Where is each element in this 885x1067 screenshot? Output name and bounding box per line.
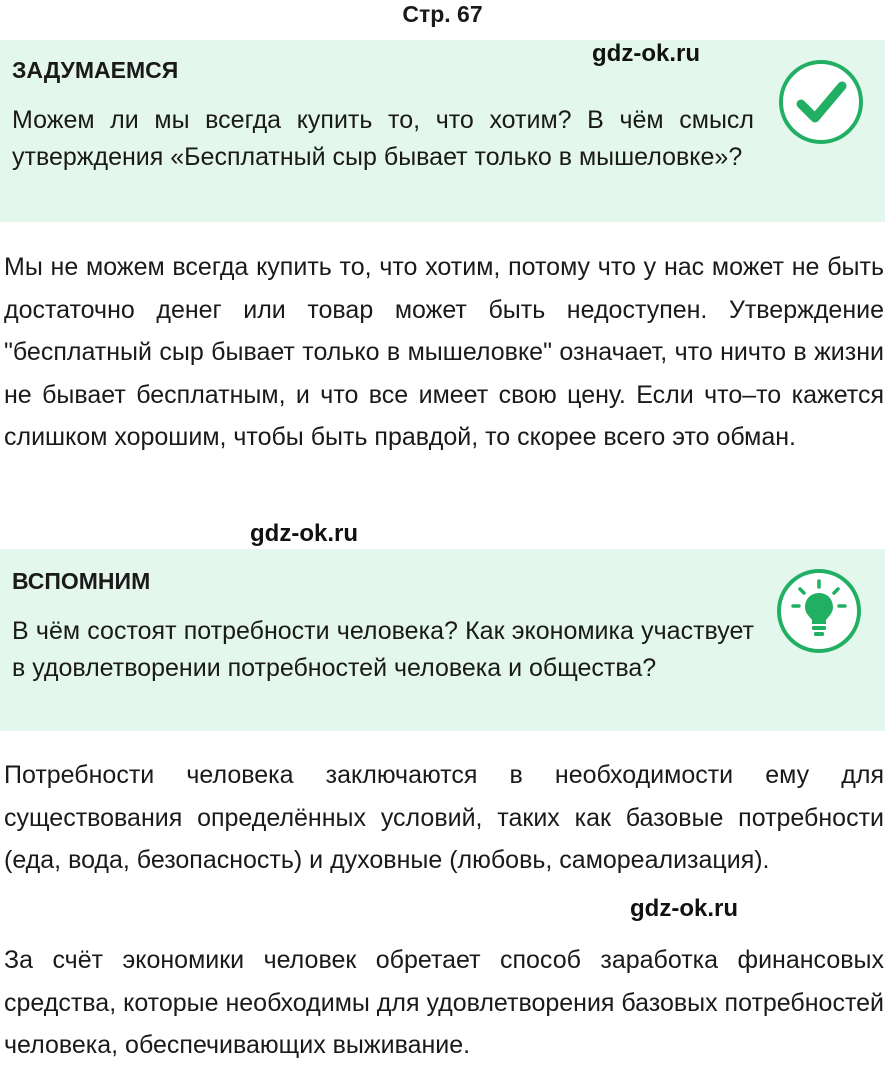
watermark: gdz-ok.ru [250,520,358,547]
page-title: Стр. 67 [402,1,483,27]
answer-paragraph: Потребности человека заключаются в необходимости ему для существования определённых условий, таких как базовые потребности (еда, вода, безопасность) и духовные (любовь, самореализация). [4,761,884,874]
section-heading: ЗАДУМАЕМСЯ [12,57,179,83]
section-box-reflect [0,40,885,222]
answer-paragraph: За счёт экономики человек обретает способ заработка финансовых средства, которые необходимы для удовлетворения базовых потребностей человека, обеспечивающих выживание. [4,946,884,1059]
section-question: Можем ли мы всегда купить то, что хотим? В чём смысл утверждения «Бесплатный сыр бывает только в мышеловке»? [12,106,754,171]
answer-paragraph: Мы не можем всегда купить то, что хотим, потому что у нас может не быть достаточно денег или товар может быть недоступен. Утверждение "бесплатный сыр бывает только в мышеловке" означает, что ничто в жизни не бывает бесплатным, и что все имеет свою цену. Если что–то кажется слишком хорошим, чтобы быть правдой, то скорее всего это обман. [4,253,884,451]
section-box-recall [0,549,885,731]
section-question: В чём состоят потребности человека? Как экономика участвует в удовлетворении потребностей человека и общества? [12,617,754,682]
checkmark-icon [779,60,863,144]
watermark: gdz-ok.ru [630,895,738,922]
section-heading: ВСПОМНИМ [12,568,151,594]
watermark: gdz-ok.ru [592,40,700,67]
lightbulb-icon [777,569,861,653]
